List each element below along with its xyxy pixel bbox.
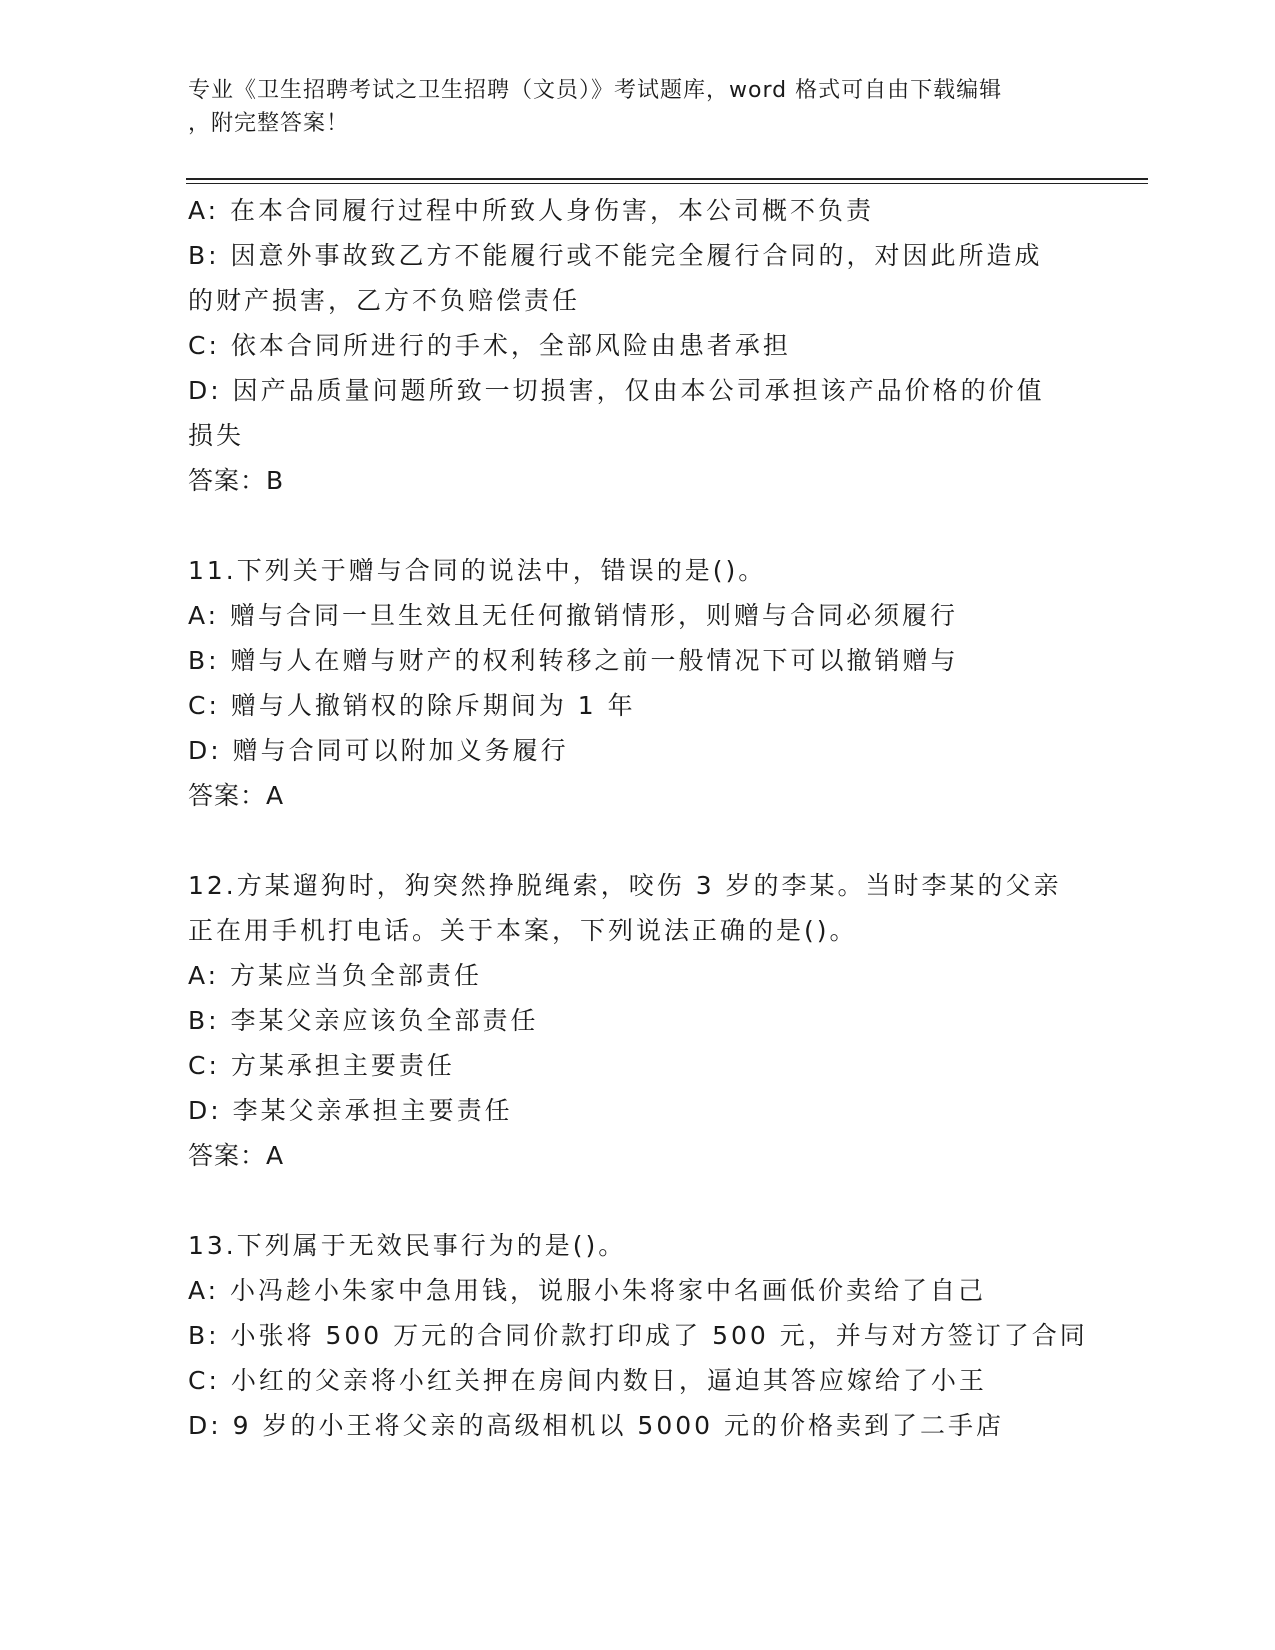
q13-option-b: B: 小张将 500 万元的合同价款打印成了 500 元，并与对方签订了合同 <box>188 1321 1088 1350</box>
q12-stem-line-1: 12.方某遛狗时，狗突然挣脱绳索，咬伤 3 岁的李某。当时李某的父亲 <box>188 871 1062 900</box>
q13-option-d: D: 9 岁的小王将父亲的高级相机以 5000 元的价格卖到了二手店 <box>188 1411 1004 1440</box>
question-10-block <box>188 188 1088 503</box>
q11-stem: 11.下列关于赠与合同的说法中，错误的是()。 <box>188 556 767 585</box>
q13-option-c: C: 小红的父亲将小红关押在房间内数日，逼迫其答应嫁给了小王 <box>188 1366 987 1395</box>
q11-option-b: B: 赠与人在赠与财产的权利转移之前一般情况下可以撤销赠与 <box>188 646 959 675</box>
q10-option-c: C: 依本合同所进行的手术，全部风险由患者承担 <box>188 331 791 360</box>
header-divider-thick <box>186 178 1148 180</box>
q13-option-a: A: 小冯趁小朱家中急用钱，说服小朱将家中名画低价卖给了自己 <box>188 1276 987 1305</box>
q12-answer: 答案：A <box>188 1141 285 1170</box>
q12-option-d: D: 李某父亲承担主要责任 <box>188 1096 513 1125</box>
q12-option-a: A: 方某应当负全部责任 <box>188 961 483 990</box>
question-12-block <box>188 863 1088 1178</box>
q10-option-a: A: 在本合同履行过程中所致人身伤害，本公司概不负责 <box>188 196 875 225</box>
q11-option-d: D: 赠与合同可以附加义务履行 <box>188 736 569 765</box>
q10-option-b-line-1: B: 因意外事故致乙方不能履行或不能完全履行合同的，对因此所造成 <box>188 241 1043 270</box>
q10-option-d-line-1: D: 因产品质量问题所致一切损害，仅由本公司承担该产品价格的价值 <box>188 376 1045 405</box>
q12-stem-line-2: 正在用手机打电话。关于本案，下列说法正确的是()。 <box>188 916 858 945</box>
document-header <box>188 74 1088 140</box>
question-13-block <box>188 1223 1088 1448</box>
document-body <box>188 188 1088 1448</box>
q13-stem: 13.下列属于无效民事行为的是()。 <box>188 1231 627 1260</box>
header-line-1: 专业《卫生招聘考试之卫生招聘（文员）》考试题库，word 格式可自由下载编辑 <box>188 78 1003 103</box>
q12-option-c: C: 方某承担主要责任 <box>188 1051 455 1080</box>
q10-option-d-line-2: 损失 <box>188 421 245 450</box>
header-divider-thin <box>186 183 1148 184</box>
q11-answer: 答案：A <box>188 781 285 810</box>
q10-option-b-line-2: 的财产损害，乙方不负赔偿责任 <box>188 286 581 315</box>
q10-answer: 答案：B <box>188 466 285 495</box>
header-line-2: ，附完整答案！ <box>188 111 350 136</box>
q11-option-c: C: 赠与人撤销权的除斥期间为 1 年 <box>188 691 636 720</box>
question-11-block <box>188 548 1088 818</box>
q11-option-a: A: 赠与合同一旦生效且无任何撤销情形，则赠与合同必须履行 <box>188 601 959 630</box>
q12-option-b: B: 李某父亲应该负全部责任 <box>188 1006 539 1035</box>
